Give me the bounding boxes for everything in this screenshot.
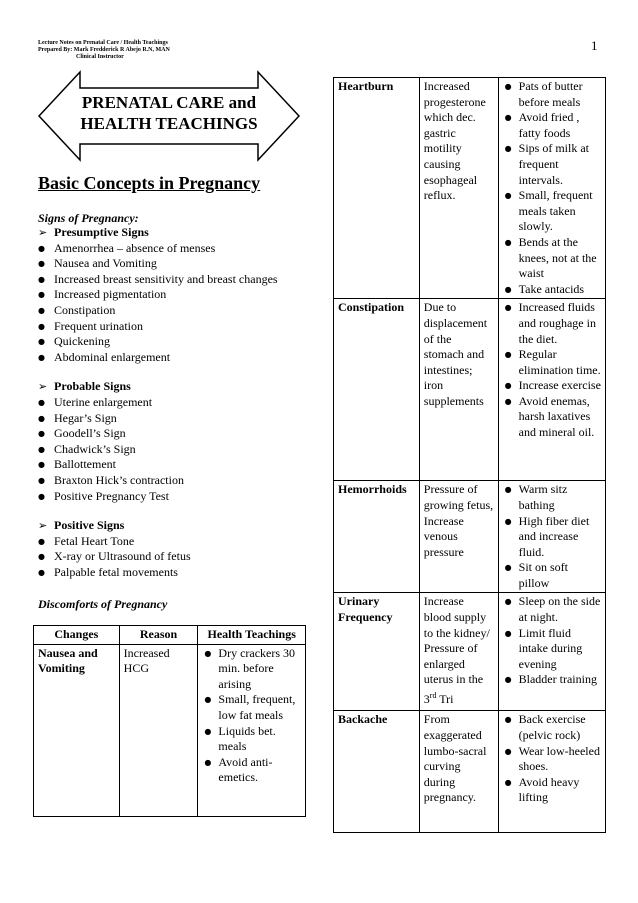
table-row [334, 711, 606, 833]
running-header [38, 40, 170, 61]
list-item: ● Constipation [38, 303, 278, 319]
list-item: ● Hegar’s Sign [38, 411, 278, 427]
list-item: ● Liquids bet. meals [202, 724, 301, 755]
list-item: ● Avoid fried , fatty foods [503, 110, 601, 141]
cell-teachings [498, 711, 605, 833]
list-item: ● Avoid enemas, harsh laxatives and mineral oil. [503, 394, 601, 441]
cell-change: Backache [334, 711, 420, 833]
table-row [334, 593, 606, 711]
list-item: ● Avoid anti-emetics. [202, 755, 301, 786]
list-item: ● Take antacids [503, 282, 601, 298]
header-line-2: Prepared By: Mark Fredderick R Abejo R.N, MAN [38, 47, 170, 53]
list-item: ● Wear low-heeled shoes. [503, 744, 601, 775]
list-item: ● Pats of butter before meals [503, 79, 601, 110]
reason-trimester-suffix: rd [429, 691, 437, 701]
list-item: ● Chadwick’s Sign [38, 442, 278, 458]
list-item: ● Small, frequent meals taken slowly. [503, 188, 601, 235]
signs-heading: Signs of Pregnancy: [38, 211, 139, 225]
reason-trimester-end: Tri [436, 692, 454, 707]
col-header-teachings: Health Teachings [198, 626, 306, 645]
table-row [334, 481, 606, 593]
probable-heading: ➢ Probable Signs [38, 379, 278, 395]
cell-teachings [498, 78, 605, 299]
list-item: ● Goodell’s Sign [38, 426, 278, 442]
list-item: ● Ballottement [38, 457, 278, 473]
header-line-3: Clinical Instructor [76, 54, 124, 60]
cell-reason: From exaggerated lumbo-sacral curving during pregnancy. [419, 711, 498, 833]
reason-trimester: 3 [423, 692, 430, 707]
list-item: ● Dry crackers 30 min. before arising [202, 646, 301, 693]
list-item: ● Positive Pregnancy Test [38, 489, 278, 505]
list-item: ● Sleep on the side at night. [503, 594, 601, 625]
presumptive-heading: ➢ Presumptive Signs [38, 225, 278, 241]
list-item: ● Bladder training [503, 672, 601, 688]
banner-title [38, 92, 300, 134]
cell-reason: Increased progesterone which dec. gastric motility causing esophageal reflux. [419, 78, 498, 299]
table-row [334, 78, 606, 299]
page-number: 1 [591, 38, 598, 53]
list-item: ● Amenorrhea – absence of menses [38, 241, 278, 257]
list-item: ● Warm sitz bathing [503, 482, 601, 513]
list-item: ● Quickening [38, 334, 278, 350]
banner-line-1: PRENATAL CARE and [81, 93, 257, 112]
header-line-1: Lecture Notes on Prenatal Care / Health Teachings [38, 40, 168, 46]
list-item: ● Uterine enlargement [38, 395, 278, 411]
discomforts-table-left [33, 625, 306, 817]
discomforts-table-right [333, 77, 606, 833]
list-item: ● Sips of milk at frequent intervals. [503, 141, 601, 188]
list-item: ● Regular elimination time. [503, 347, 601, 378]
positive-heading: ➢ Positive Signs [38, 518, 278, 534]
cell-reason: Due to displacement of the stomach and intestines; iron supplements [419, 299, 498, 481]
list-item: ● Palpable fetal movements [38, 565, 278, 581]
reason-text: Increase blood supply to the kidney/ Pressure of enlarged uterus in the [423, 594, 490, 687]
list-item: ● Abdominal enlargement [38, 350, 278, 366]
list-item: ● Nausea and Vomiting [38, 256, 278, 272]
cell-teachings [498, 299, 605, 481]
cell-change: Nausea and Vomiting [34, 644, 120, 816]
cell-reason: Pressure of growing fetus, Increase venous pressure [419, 481, 498, 593]
list-item: ● Increased fluids and roughage in the diet. [503, 300, 601, 347]
list-item: ● Avoid heavy lifting [503, 775, 601, 806]
list-item: ● X-ray or Ultrasound of fetus [38, 549, 278, 565]
page-title: Basic Concepts in Pregnancy [38, 173, 261, 193]
list-item: ● Small, frequent, low fat meals [202, 692, 301, 723]
list-item: ● Bends at the knees, not at the waist [503, 235, 601, 282]
list-item: ● Limit fluid intake during evening [503, 626, 601, 673]
col-header-reason: Reason [119, 626, 198, 645]
col-header-changes: Changes [34, 626, 120, 645]
list-item: ● Braxton Hick’s contraction [38, 473, 278, 489]
list-item: ● Back exercise (pelvic rock) [503, 712, 601, 743]
cell-change: Constipation [334, 299, 420, 481]
list-item: ● Sit on soft pillow [503, 560, 601, 591]
signs-list [38, 225, 278, 580]
list-item: ● Increased pigmentation [38, 287, 278, 303]
table-row [34, 644, 306, 816]
discomforts-heading: Discomforts of Pregnancy [38, 597, 168, 611]
cell-teachings [198, 644, 306, 816]
table-row [334, 299, 606, 481]
cell-teachings [498, 593, 605, 711]
list-item: ● High fiber diet and increase fluid. [503, 514, 601, 561]
spacer [38, 365, 278, 379]
spacer [38, 504, 278, 518]
list-item: ● Fetal Heart Tone [38, 534, 278, 550]
cell-change: Urinary Frequency [334, 593, 420, 711]
list-item: ● Increased breast sensitivity and breast changes [38, 272, 278, 288]
cell-reason [419, 593, 498, 711]
banner-line-2: HEALTH TEACHINGS [80, 114, 258, 133]
cell-change: Hemorrhoids [334, 481, 420, 593]
cell-teachings [498, 481, 605, 593]
cell-change: Heartburn [334, 78, 420, 299]
table-header-row [34, 626, 306, 645]
cell-reason: Increased HCG [119, 644, 198, 816]
list-item: ● Frequent urination [38, 319, 278, 335]
list-item: ● Increase exercise [503, 378, 601, 394]
